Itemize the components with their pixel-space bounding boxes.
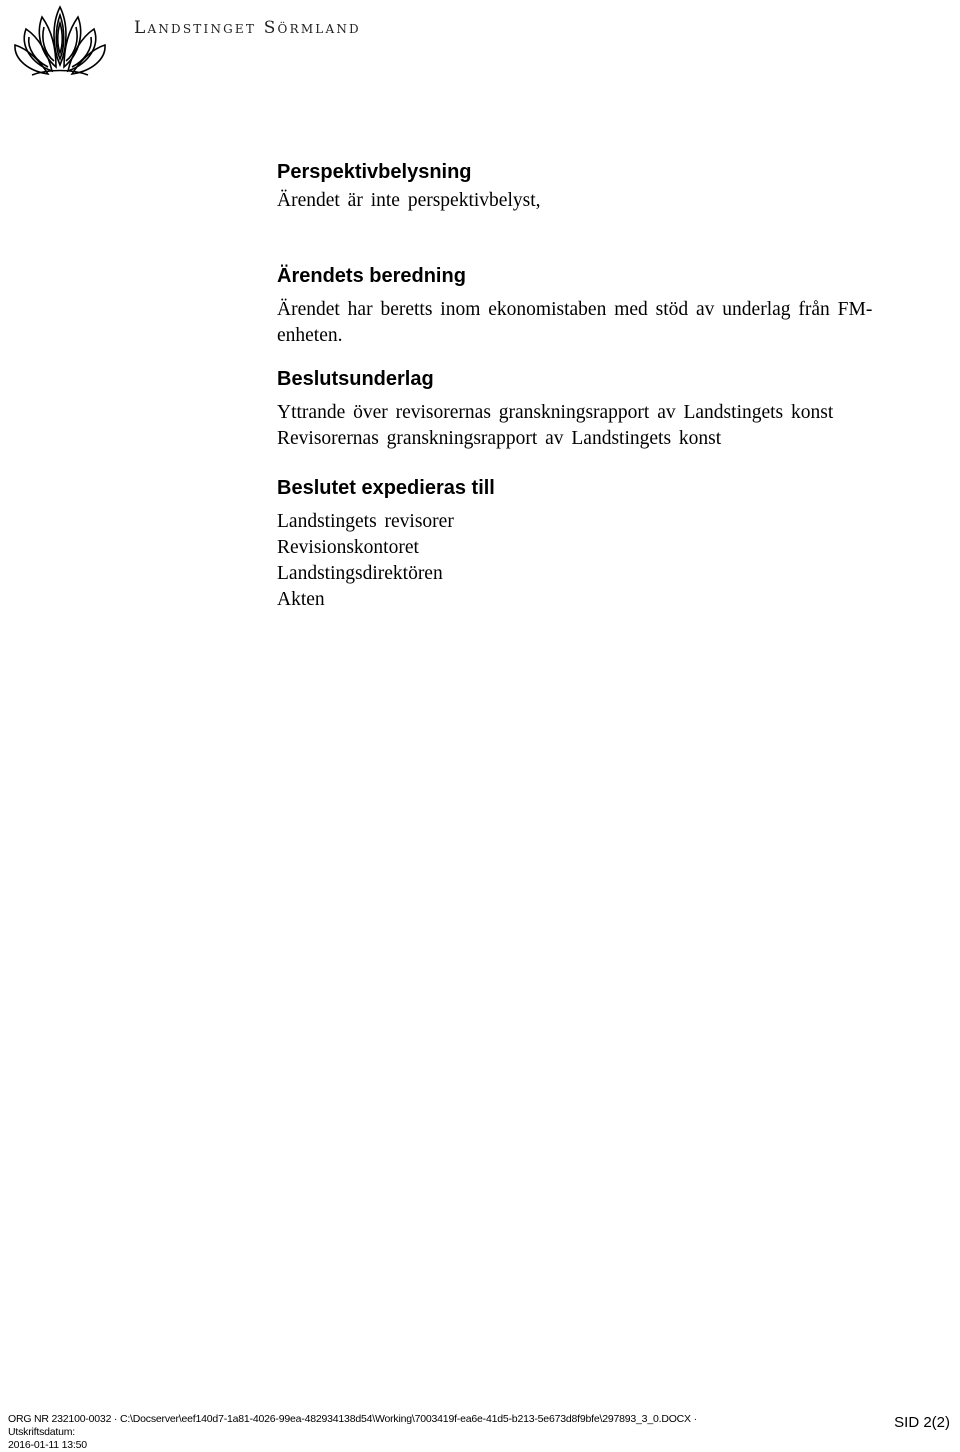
recipient-item: Akten <box>277 589 325 610</box>
section-heading: Perspektivbelysning <box>277 161 472 183</box>
recipient-item: Landstingsdirektören <box>277 563 443 584</box>
section-beslutsunderlag <box>277 365 937 452</box>
footer-path: ORG NR 232100-0032 · C:\Docserver\eef140d7-1a81-4026-99ea-482934138d54\Working\7003419f-ea6e-41d5-b213-5e673d8f9bfe\297893_3_0.DOCX · Utskriftsdatum: <box>8 1413 697 1438</box>
section-heading: Ärendets beredning <box>277 265 466 287</box>
section-perspektivbelysning <box>277 158 937 214</box>
page-number: SID 2(2) <box>894 1414 950 1431</box>
recipient-item: Revisionskontoret <box>277 537 419 558</box>
section-beslutet-expedieras-till <box>277 474 937 613</box>
section-text: Yttrande över revisorernas granskningsrapport av Landstingets konst <box>277 402 834 423</box>
landstinget-logo-icon <box>12 3 108 77</box>
document-body <box>277 158 937 613</box>
section-heading: Beslutet expedieras till <box>277 477 495 499</box>
footer-print-date: 2016-01-11 13:50 <box>8 1439 87 1451</box>
section-text: Ärendet är inte perspektivbelyst, <box>277 190 541 211</box>
section-text: Revisorernas granskningsrapport av Landstingets konst <box>277 428 722 449</box>
section-arendets-beredning <box>277 262 917 349</box>
section-heading: Beslutsunderlag <box>277 368 434 390</box>
footer-document-info <box>8 1413 728 1452</box>
section-text: Ärendet har beretts inom ekonomistaben med stöd av underlag från FM-enheten. <box>277 299 873 346</box>
organization-name: Landstinget Sörmland <box>134 18 361 38</box>
recipient-item: Landstingets revisorer <box>277 511 454 532</box>
